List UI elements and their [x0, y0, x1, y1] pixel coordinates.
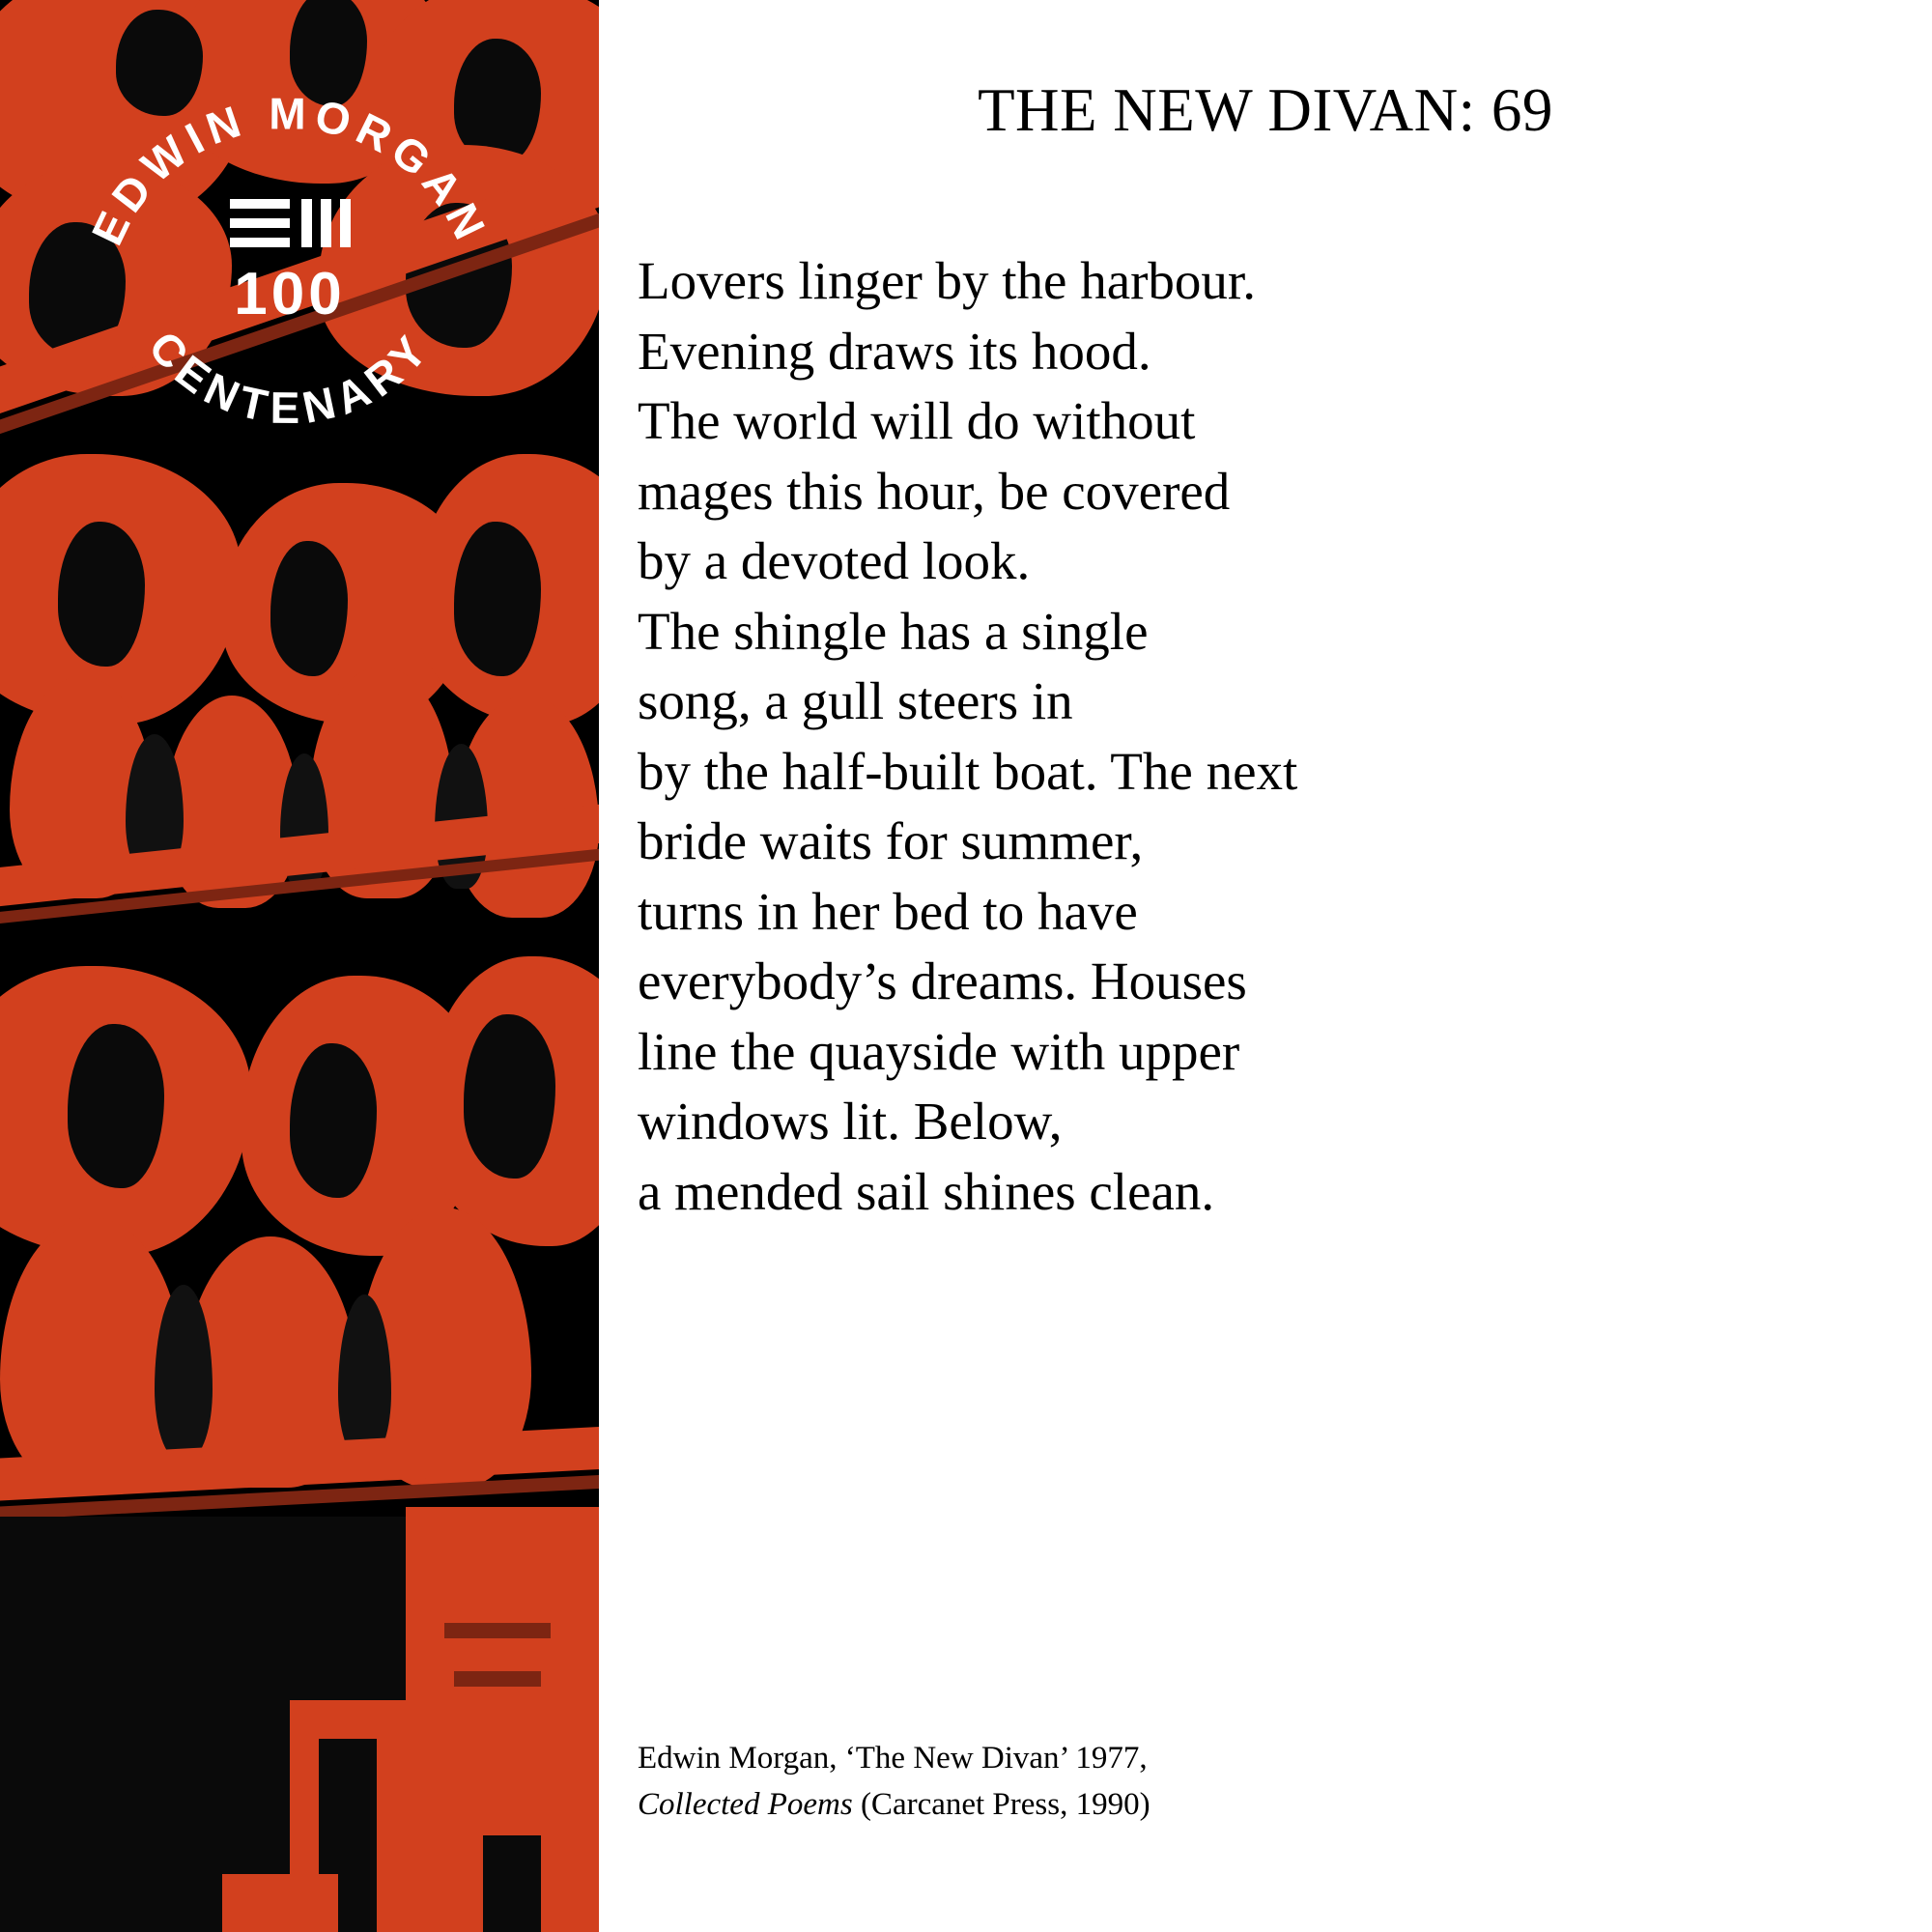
roundel-bottom-text: CENTENARY [138, 321, 440, 434]
roundel-number: 100 [234, 261, 346, 327]
poem-line: mages this hour, be covered [638, 461, 1231, 521]
poem-line: a mended sail shines clean. [638, 1161, 1215, 1221]
credit-publisher: (Carcanet Press, 1990) [852, 1787, 1151, 1822]
poem-line: The world will do without [638, 391, 1196, 450]
page-title: THE NEW DIVAN: 69 [978, 76, 1553, 144]
poem-line: Lovers linger by the harbour. [638, 251, 1256, 310]
poem-body [638, 246, 1893, 1227]
artwork-panel [0, 0, 599, 1932]
poem-line: song, a gull steers in [638, 671, 1073, 730]
poem-line: turns in her bed to have [638, 881, 1138, 941]
poem-line: by a devoted look. [638, 531, 1031, 590]
poem-line: Evening draws its hood. [638, 321, 1151, 381]
poem-line: line the quayside with upper [638, 1021, 1240, 1081]
poem-line: The shingle has a single [638, 601, 1149, 661]
text-column [599, 0, 1932, 1932]
roundel-top-text: EDWIN MORGAN [81, 88, 498, 253]
poem-line: by the half-built boat. The next [638, 741, 1298, 801]
poem-line: everybody’s dreams. Houses [638, 952, 1247, 1010]
svg-text:CENTENARY [139, 322, 440, 433]
morgan-mark-icon [230, 199, 351, 247]
poem-line: bride waits for summer, [638, 811, 1144, 870]
poem-line: windows lit. Below, [638, 1092, 1063, 1151]
credit-line-2 [638, 1781, 1151, 1828]
credit-block [638, 1735, 1151, 1828]
centenary-roundel [58, 19, 522, 483]
credit-line-1: Edwin Morgan, ‘The New Divan’ 1977, [638, 1741, 1148, 1776]
credit-book-title: Collected Poems [638, 1787, 853, 1822]
